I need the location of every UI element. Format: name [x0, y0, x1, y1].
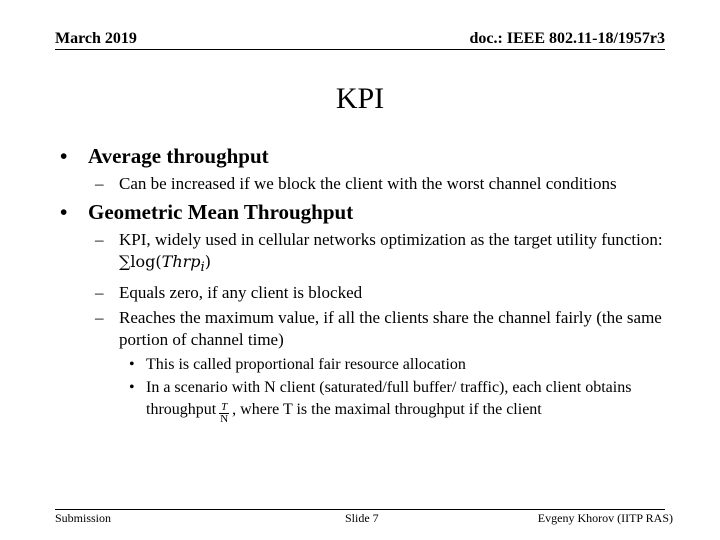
sub-bullet-text: Can be increased if we block the client with the worst channel conditions	[119, 174, 617, 193]
fraction-denominator: N	[220, 413, 229, 426]
sub-bullet-geo-1	[58, 229, 668, 279]
bullet-marker: •	[60, 200, 68, 224]
dash-marker: –	[95, 174, 104, 193]
dash-marker: –	[95, 230, 104, 249]
dash-marker: –	[95, 308, 104, 328]
bullet-marker: •	[129, 356, 135, 374]
formula-subscript: i	[200, 260, 205, 276]
bullet-marker: •	[129, 379, 135, 397]
header-date: March 2019	[55, 30, 137, 47]
sub-sub-bullet-2	[58, 377, 668, 425]
sub-bullet-avg-1	[58, 173, 668, 195]
utility-formula	[119, 252, 212, 276]
sub-sub-bullet-1	[58, 354, 668, 376]
bullet-marker: •	[60, 144, 68, 168]
bullet-heading: Geometric Mean Throughput	[88, 200, 354, 224]
formula-variable: Thrp	[161, 252, 201, 271]
footer-slide-number: Slide 7	[345, 511, 379, 525]
slide-content	[58, 142, 668, 462]
sub-sub-bullet-text: This is called proportional fair resource allocation	[146, 356, 466, 374]
footer-submission: Submission	[55, 511, 112, 525]
sub-bullet-geo-2	[58, 282, 668, 304]
formula-close: )	[204, 252, 212, 271]
bullet-geometric-mean-throughput	[58, 198, 668, 226]
sub-bullet-text: Reaches the maximum value, if all the clients share the channel fairly (the same portion of channel time)	[119, 308, 662, 350]
sub-bullet-geo-3	[58, 307, 668, 351]
header-doc-id: doc.: IEEE 802.11-18/1957r3	[469, 30, 665, 47]
formula-sum: ∑log(	[119, 252, 162, 271]
footer-author: Evgeny Khorov (IITP RAS)	[537, 511, 673, 525]
sub-sub-bullet-suffix: , where T is the maximal throughput if the client	[232, 401, 542, 419]
sub-sub-bullet-text: In a scenario with N client (saturated/full buffer/ traffic), each client obtains throughput	[146, 379, 632, 419]
throughput-fraction	[219, 402, 229, 425]
bullet-average-throughput	[58, 142, 668, 170]
bullet-heading: Average throughput	[88, 144, 269, 168]
footer-rule	[55, 509, 665, 510]
header-rule	[55, 49, 665, 50]
sub-bullet-text: KPI, widely used in cellular networks optimization as the target utility function:	[119, 230, 663, 249]
dash-marker: –	[95, 283, 104, 303]
fraction-numerator: T	[221, 401, 228, 414]
sub-bullet-text: Equals zero, if any client is blocked	[119, 283, 363, 303]
slide-title: KPI	[335, 82, 385, 115]
